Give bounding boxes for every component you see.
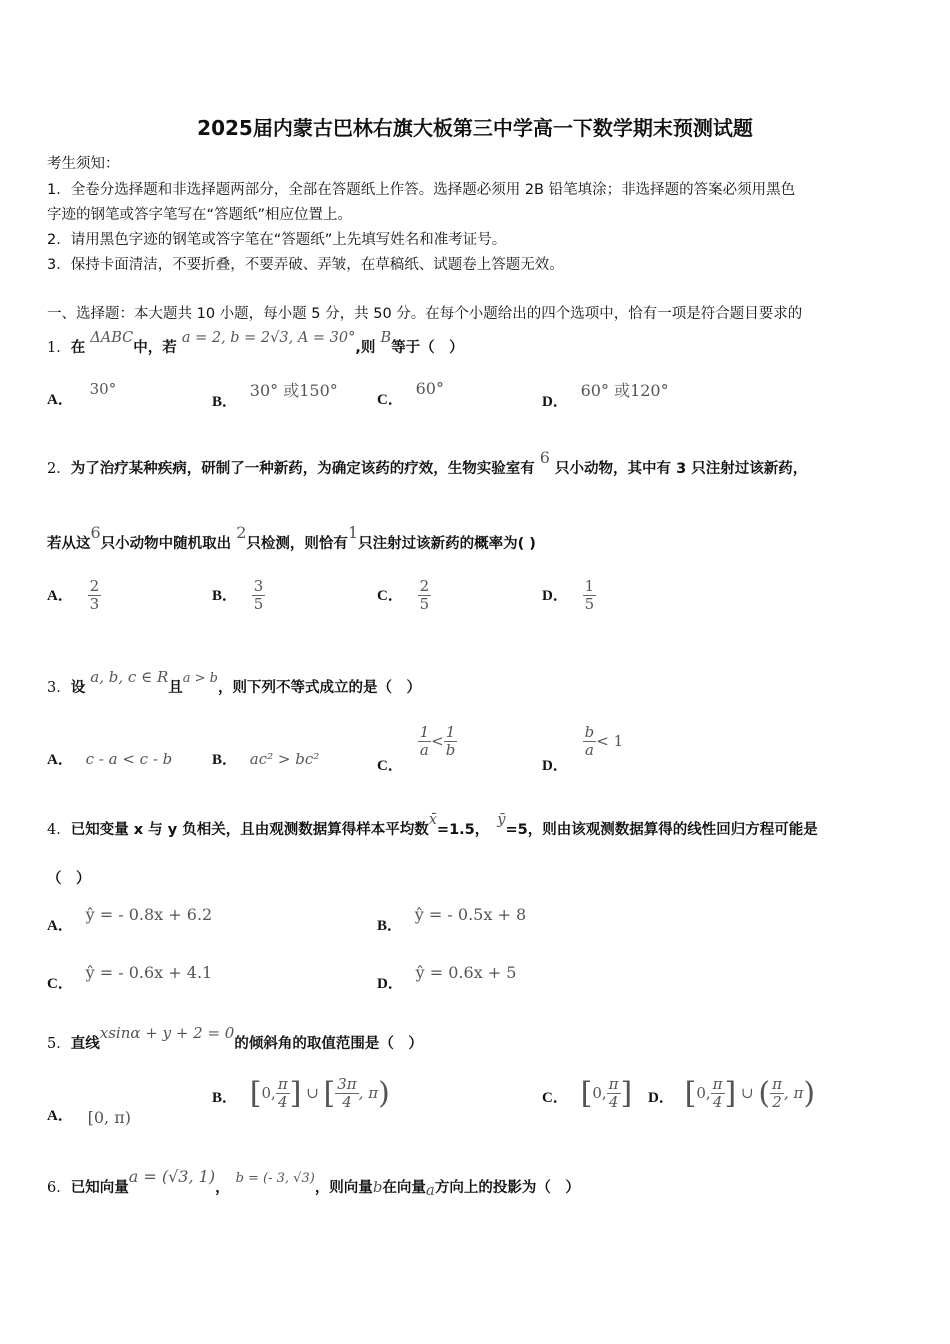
q-text: ，: [215, 1180, 230, 1196]
q-text: 中，若: [133, 340, 177, 356]
bracket-open: [: [684, 1076, 697, 1111]
math-op: ∪: [306, 1084, 319, 1102]
option-label: D．: [542, 588, 568, 604]
option-label: C．: [47, 976, 73, 992]
question-1: [47, 330, 464, 357]
q-text: 只检测，则恰有: [246, 536, 348, 552]
option-a[interactable]: [47, 578, 101, 613]
q-text: 为了治疗某种疾病，研制了一种新药，为确定该药的疗效，生物实验室有: [70, 461, 535, 477]
fraction: $\frac{3}{5}$: [253, 577, 264, 613]
option-label: B．: [212, 752, 238, 768]
question-6: [47, 1167, 580, 1199]
q-text: 只小动物，其中有 3 只注射过该新药，: [555, 461, 808, 477]
notice-item-3: 3．保持卡面清洁，不要折叠，不要弄破、弄皱，在草稿纸、试题卷上答题无效。: [47, 257, 564, 273]
option-d[interactable]: [542, 381, 669, 411]
math-expr: a = (√3, 1): [128, 1167, 216, 1186]
math-expr: 0,: [696, 1084, 711, 1102]
option-a[interactable]: [47, 748, 172, 769]
option-c[interactable]: [377, 723, 457, 774]
fraction: $\frac{3\pi}{4}$: [337, 1075, 357, 1111]
question-5: [47, 1024, 423, 1053]
option-b[interactable]: [212, 748, 319, 769]
option-a[interactable]: [47, 1104, 131, 1125]
notice-heading: 考生须知：: [47, 156, 120, 172]
option-label: A．: [47, 1108, 73, 1124]
option-b[interactable]: [212, 1076, 390, 1111]
q-text: ，则向量: [314, 1180, 373, 1196]
fraction: $\frac{\pi}{4}$: [277, 1075, 288, 1111]
bracket-close: ]: [724, 1076, 737, 1111]
math-expr: a = 2, b = 2√3, A = 30°: [181, 330, 356, 346]
fraction: $\frac{\pi}{4}$: [608, 1075, 619, 1111]
math-expr: xsinα + y + 2 = 0: [99, 1024, 235, 1042]
option-label: C．: [377, 392, 403, 408]
notice-item-2: 2．请用黑色字迹的钢笔或答字笔在“答题纸”上先填写姓名和准考证号。: [47, 232, 507, 248]
math-expr: a: [425, 1181, 435, 1199]
option-a[interactable]: [47, 905, 213, 935]
math-expr: a > b: [182, 671, 218, 686]
bracket-close: ): [378, 1076, 390, 1111]
fraction: $\frac{1}{a}$: [419, 723, 430, 759]
option-label: B．: [212, 394, 238, 410]
notice-item-1b: 字迹的钢笔或答字笔写在“答题纸”相应位置上。: [47, 207, 353, 223]
option-c[interactable]: [542, 1076, 632, 1111]
q-text: ,则: [355, 340, 376, 356]
bracket-open: [: [323, 1076, 336, 1111]
bracket-open: [: [580, 1076, 593, 1111]
option-label: B．: [377, 918, 403, 934]
option-c[interactable]: [377, 578, 431, 613]
q-text: 只注射过该新药的概率为( ): [358, 536, 536, 552]
q-text: 设: [70, 680, 86, 696]
option-value: c - a < c - b: [85, 750, 173, 768]
section-heading: 一、选择题：本大题共 10 小题，每小题 5 分，共 50 分。在每个小题给出的四个选项中，恰有一项是符合题目要求的: [47, 306, 803, 322]
fraction: $\frac{1}{5}$: [584, 577, 595, 613]
option-d[interactable]: [648, 1076, 815, 1111]
math-expr: b = (- 3, √3): [235, 1171, 315, 1186]
fraction: $\frac{2}{5}$: [419, 577, 430, 613]
question-number: 6．: [47, 1180, 71, 1196]
option-label: A．: [47, 588, 73, 604]
math-expr: x̄: [428, 812, 437, 828]
math-expr: a, b, c ∈ R: [90, 668, 169, 686]
option-label: C．: [377, 758, 403, 774]
option-label: C．: [377, 588, 403, 604]
bracket-close: ]: [620, 1076, 633, 1111]
option-value: 60°: [415, 379, 444, 398]
math-expr: 6: [539, 448, 550, 467]
page-title: 2025届内蒙古巴林右旗大板第三中学高一下数学期末预测试题: [197, 116, 753, 140]
question-2-cont: [47, 523, 536, 553]
math-op: <: [431, 732, 444, 750]
fraction: $\frac{1}{b}$: [445, 723, 456, 759]
option-label: D．: [648, 1090, 674, 1106]
q-text: =5，则由该观测数据算得的线性回归方程可能是: [505, 822, 818, 838]
option-value: 30°: [89, 380, 117, 398]
q-text: 且: [168, 680, 183, 696]
math-expr: b: [372, 1178, 383, 1196]
question-number: 3．: [47, 680, 71, 696]
question-4-paren: （ ）: [47, 871, 91, 887]
q-text: 方向上的投影为（ ）: [434, 1180, 580, 1196]
option-label: A．: [47, 918, 73, 934]
q-text: 在: [70, 340, 86, 356]
math-expr: 0,: [592, 1084, 607, 1102]
math-expr: ΔABC: [90, 330, 134, 346]
option-d[interactable]: [377, 963, 517, 993]
option-value: ŷ = - 0.8x + 6.2: [85, 905, 213, 924]
option-value: ŷ = 0.6x + 5: [415, 963, 517, 982]
math-expr: < 1: [596, 732, 624, 750]
option-a[interactable]: [47, 380, 117, 409]
option-b[interactable]: [212, 381, 338, 411]
q-text: 等于（ ）: [391, 340, 464, 356]
q-text: ，则下列不等式成立的是（ ）: [217, 680, 421, 696]
notice-item-1a: 1．全卷分选择题和非选择题两部分，全部在答题纸上作答。选择题必须用 2B 铅笔填涂；非选择题的答案必须用黑色: [47, 182, 796, 198]
option-label: C．: [542, 1090, 568, 1106]
bracket-close: ]: [289, 1076, 302, 1111]
fraction: $\frac{2}{3}$: [89, 577, 100, 613]
fraction: $\frac{\pi}{4}$: [712, 1075, 723, 1111]
math-expr: 0,: [261, 1084, 276, 1102]
option-value: ŷ = - 0.5x + 8: [414, 905, 527, 924]
math-expr: B: [380, 330, 392, 346]
option-b[interactable]: [377, 905, 527, 935]
question-3: [47, 668, 421, 697]
option-value: 60° 或120°: [580, 381, 669, 400]
bracket-open: [: [249, 1076, 262, 1111]
question-number: 1．: [47, 340, 71, 356]
option-c[interactable]: [47, 963, 213, 993]
bracket-close: ): [803, 1076, 816, 1111]
q-text: 已知变量 x 与 y 负相关，且由观测数据算得样本平均数: [70, 822, 429, 838]
q-text: 若从这: [47, 536, 91, 552]
q-text: 在向量: [382, 1180, 426, 1196]
option-value: ac² > bc²: [249, 750, 320, 768]
math-expr: , π: [783, 1084, 804, 1102]
option-c[interactable]: [377, 379, 444, 409]
option-label: B．: [212, 588, 238, 604]
option-d[interactable]: [542, 723, 624, 774]
option-value: ŷ = - 0.6x + 4.1: [85, 963, 213, 982]
fraction: $\frac{\pi}{2}$: [772, 1075, 782, 1111]
question-2: [47, 448, 808, 478]
math-expr: , π: [358, 1084, 379, 1102]
question-number: 5．: [47, 1036, 71, 1052]
option-label: A．: [47, 752, 73, 768]
q-text: 直线: [70, 1036, 100, 1052]
option-value: [0, π): [87, 1108, 131, 1127]
question-number: 4．: [47, 822, 71, 838]
bracket-open: (: [758, 1076, 771, 1111]
math-expr: ȳ: [497, 812, 506, 828]
q-text: 只小动物中随机取出: [100, 536, 232, 552]
math-expr: 2: [236, 523, 247, 542]
option-value: 30° 或150°: [249, 381, 338, 400]
math-op: ∪: [741, 1084, 754, 1102]
option-d[interactable]: [542, 578, 596, 613]
q-text: 的倾斜角的取值范围是（ ）: [234, 1036, 423, 1052]
q-text: 已知向量: [70, 1180, 129, 1196]
option-b[interactable]: [212, 578, 265, 613]
q-text: =1.5，: [436, 822, 490, 838]
question-number: 2．: [47, 461, 71, 477]
question-4: [47, 812, 818, 839]
option-label: A．: [47, 392, 73, 408]
math-expr: 1: [347, 523, 359, 542]
option-label: B．: [212, 1090, 238, 1106]
option-label: D．: [377, 976, 403, 992]
option-label: D．: [542, 394, 568, 410]
math-expr: 6: [90, 523, 101, 542]
option-label: D．: [542, 758, 568, 774]
fraction: $\frac{b}{a}$: [584, 723, 595, 759]
